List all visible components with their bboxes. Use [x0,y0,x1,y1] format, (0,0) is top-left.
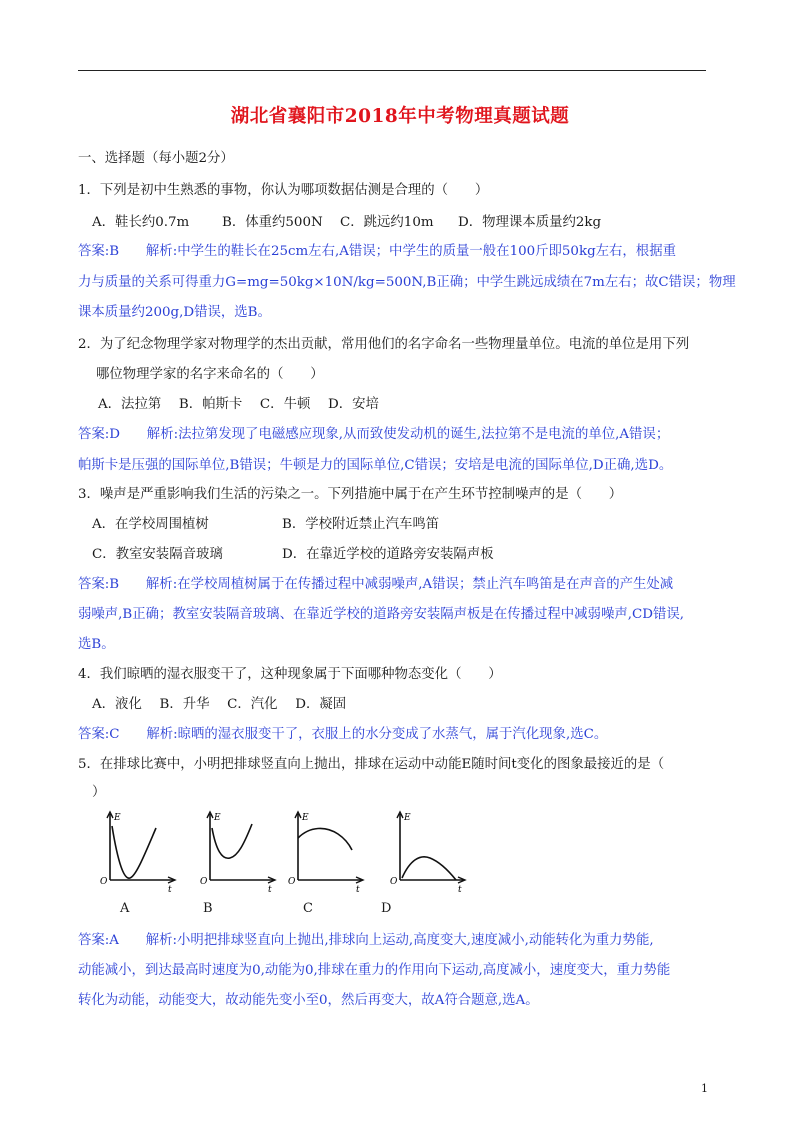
q2-answer-line: 答案:D 解析:法拉第发现了电磁感应现象,从而致使发动机的诞生,法拉第不是电流的单位,A错误； [78,427,670,442]
q1-answer-line: 课本质量约200g,D错误，选B。 [78,305,271,320]
q1-answer-line: 答案:B 解析:中学生的鞋长在25cm左右,A错误；中学生的质量一般在100斤即50kg左右，根据重 [78,244,676,259]
q5-graph-a-origin: O [100,877,108,887]
page-number: 1 [701,1082,708,1095]
q3-answer-line: 弱噪声,B正确；教室安装隔音玻璃、在靠近学校的道路旁安装隔声板是在传播过程中减弱噪声,CD错误, [78,607,684,622]
section-heading: 一、选择题（每小题2分） [78,151,234,166]
q1-answer-line: 力与质量的关系可得重力G=mg=50kg×10N/kg=500N,B正确；中学生跳远成绩在7m左右；故C错误；物理 [78,275,736,290]
q5-stem: 5．在排球比赛中，小明把排球竖直向上抛出，排球在运动中动能E随时间t变化的图象最接近的是（ [78,757,665,772]
q3-option-b: B．学校附近禁止汽车鸣笛 [282,517,440,532]
q5-graph-a [98,808,178,895]
q5-graph-b-axis-y: E [214,813,221,823]
q1-stem: 1．下列是初中生熟悉的事物，你认为哪项数据估测是合理的（ ） [78,183,489,198]
q4-answer-line: 答案:C 解析:晾晒的湿衣服变干了，衣服上的水分变成了水蒸气，属于汽化现象,选C。 [78,727,608,742]
q2-stem: 哪位物理学家的名字来命名的（ ） [96,367,324,382]
q5-stem: ） [92,785,106,800]
q5-graph-label-c: C [303,901,313,916]
q5-answer-line: 转化为动能，动能变大，故动能先变小至0，然后再变大，故A符合题意,选A。 [78,993,539,1008]
q2-options: A．法拉第 B．帕斯卡 C．牛顿 D．安培 [98,397,379,412]
q5-graph-d [388,808,468,895]
q1-option-c: C．跳远约10m [340,215,434,230]
q2-stem: 2．为了纪念物理学家对物理学的杰出贡献，常用他们的名字命名一些物理量单位。电流的单位是用下列 [78,337,690,352]
page-title: 湖北省襄阳市2018年中考物理真题试题 [230,106,570,127]
q1-option-d: D．物理课本质量约2kg [458,215,602,230]
q5-graph-a-axis-y: E [114,813,121,823]
q5-graph-b-axis-x: t [268,885,272,895]
q5-answer-line: 动能减小，到达最高时速度为0,动能为0,排球在重力的作用向下运动,高度减小，速度变大，重力势能 [78,963,671,978]
q1-option-a: A．鞋长约0.7m [92,215,190,230]
q4-options: A．液化 B．升华 C．汽化 D．凝固 [92,697,347,712]
q3-answer-line: 答案:B 解析:在学校周植树属于在传播过程中减弱噪声,A错误；禁止汽车鸣笛是在声音的产生处减 [78,577,674,592]
q5-answer-line: 答案:A 解析:小明把排球竖直向上抛出,排球向上运动,高度变大,速度减小,动能转化为重力势能, [78,933,654,948]
q1-option-b: B．体重约500N [222,215,323,230]
q4-stem: 4．我们晾晒的湿衣服变干了，这种现象属于下面哪种物态变化（ ） [78,667,502,682]
q3-option-c: C．教室安装隔音玻璃 [92,547,223,562]
q5-graph-label-a: A [120,901,130,916]
q3-option-d: D．在靠近学校的道路旁安装隔声板 [282,547,494,562]
q5-graph-c-axis-x: t [356,885,360,895]
q5-graph-a-axis-x: t [168,885,172,895]
q5-graph-d-axis-y: E [404,813,411,823]
q3-stem: 3．噪声是严重影响我们生活的污染之一。下列措施中属于在产生环节控制噪声的是（ ） [78,487,623,502]
q3-option-a: A．在学校周围植树 [92,517,209,532]
q5-graph-d-axis-x: t [458,885,462,895]
header-rule [78,70,706,71]
q5-graph-label-b: B [203,901,213,916]
q5-graph-b-origin: O [200,877,208,887]
q2-answer-line: 帕斯卡是压强的国际单位,B错误；牛顿是力的国际单位,C错误；安培是电流的国际单位,D正确,选D。 [78,458,673,473]
q5-graph-b [198,808,278,895]
q5-graph-d-origin: O [390,877,398,887]
q5-graph-c [286,808,366,895]
q3-answer-line: 选B。 [78,637,115,652]
q5-graph-label-d: D [381,901,392,916]
q5-graph-c-origin: O [288,877,296,887]
q5-graph-c-axis-y: E [302,813,309,823]
